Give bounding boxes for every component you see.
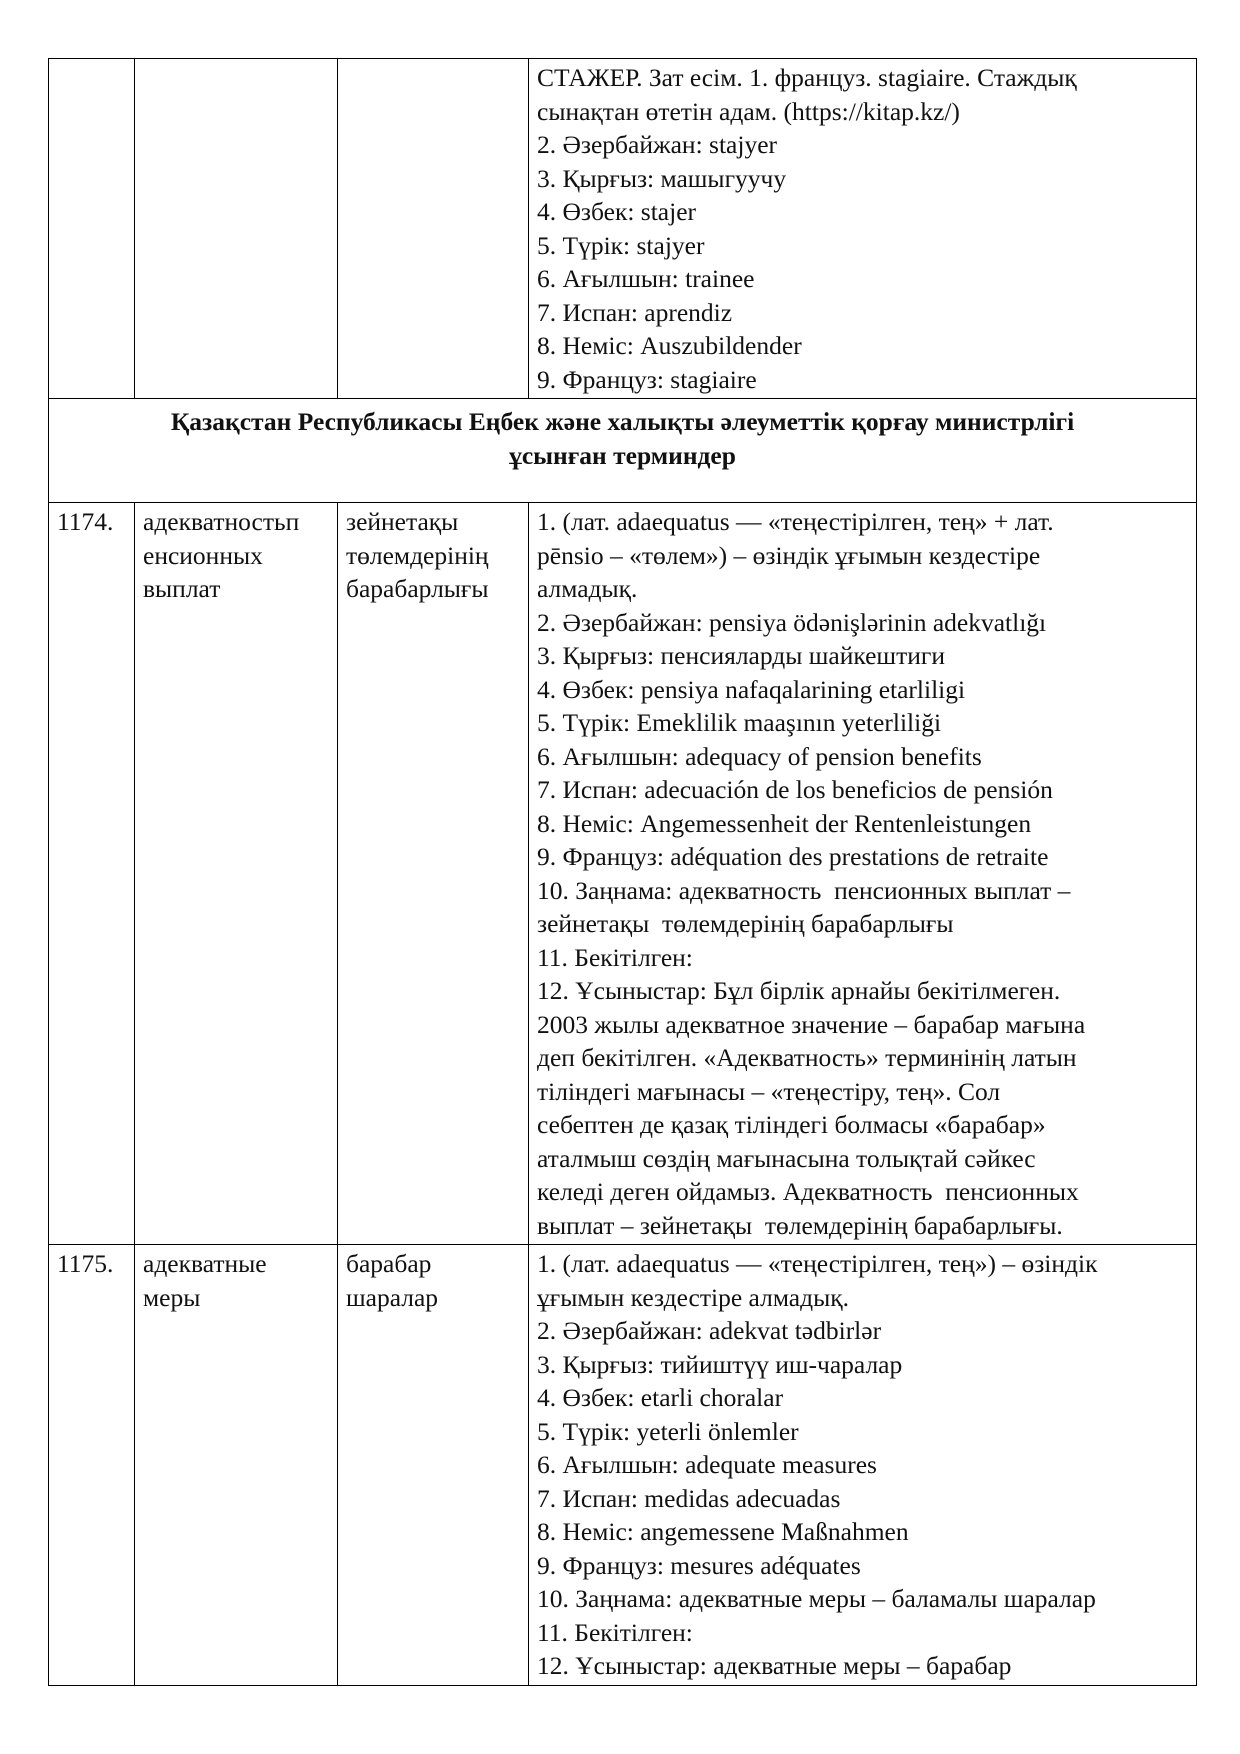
description-line: 11. Бекітілген: [537,942,693,972]
description-line: 9. Француз: mesures adéquates [537,1550,861,1580]
entry-number [49,59,135,399]
kazakh-term: зейнетақы төлемдерінің барабарлығы [338,503,529,1245]
description-line: 2. Әзербайжан: pensiya ödənişlərinin adekvatlığı [537,607,1047,637]
term-description [529,59,1197,399]
description-line: 2. Әзербайжан: stajyer [537,130,778,159]
description-line: 3. Қырғыз: машыгуучу [537,163,787,193]
description-line: 1. (лат. adaequatus — «теңестірілген, тең») – өзіндік [537,1249,1098,1278]
description-line: 9. Француз: adéquation des prestations de retraite [537,842,1049,871]
description-line: 2. Әзербайжан: adekvat tədbirlər [537,1316,882,1345]
russian-term: адекватные меры [135,1245,338,1686]
description-line: зейнетақы төлемдерінің барабарлығы [537,909,954,938]
table-row [49,503,1197,1245]
description-line: выплат – зейнетақы төлемдерінің барабарлығы. [537,1210,1063,1240]
description-line: 7. Испан: medidas adecuadas [537,1483,841,1513]
description-line: 10. Заңнама: адекватность пенсионных выплат – [537,875,1071,905]
description-line: 10. Заңнама: адекватные меры – баламалы шаралар [537,1584,1096,1613]
description-line: СТАЖЕР. Зат есім. 1. француз. stagiaire. Стаждық [537,63,1077,92]
description-line: 2003 жылы адекватное значение – барабар мағына [537,1009,1086,1039]
section-title: Қазақстан Республикасы Еңбек және халықты әлеуметтік қорғау министрлігі [170,407,1075,436]
russian-term: адекватностьп енсионных выплат [135,503,338,1245]
description-line: 6. Ағылшын: adequate measures [537,1450,877,1479]
description-line: 4. Өзбек: stajer [537,197,697,226]
description-line: 5. Түрік: stajyer [537,230,705,260]
description-line: себептен де қазақ тіліндегі болмасы «барабар» [537,1110,1046,1139]
kazakh-term: барабар шаралар [338,1245,529,1686]
terms-table [48,58,1197,1686]
kazakh-term [338,59,529,399]
description-line: 3. Қырғыз: тийиштүү иш-чаралар [537,1349,903,1379]
description-line: 5. Түрік: Emeklilik maaşının yeterliliği [537,708,942,737]
description-line: келеді деген ойдамыз. Адекватность пенсионных [537,1177,1079,1206]
term-description [529,1245,1197,1686]
description-line: сынақтан өтетін адам. (https://kitap.kz/) [537,96,960,126]
description-line: 4. Өзбек: pensiya nafaqalarining etarliligi [537,674,966,704]
russian-term [135,59,338,399]
section-title: ұсынған терминдер [509,440,736,470]
description-line: 7. Испан: adecuación de los beneficios de pensión [537,775,1053,804]
description-line: 6. Ағылшын: adequacy of pension benefits [537,741,982,771]
table-row [49,59,1197,399]
description-line: 1. (лат. adaequatus — «теңестірілген, тең» + лат. [537,507,1054,536]
description-line: 3. Қырғыз: пенсияларды шайкештиги [537,641,945,670]
description-line: pēnsio – «төлем») – өзіндік ұғымын кездестіре [537,540,1041,570]
description-line: аталмыш сөздің мағынасына толықтай сәйкес [537,1143,1036,1173]
description-line: 12. Ұсыныстар: Бұл бірлік арнайы бекітілмеген. [537,976,1061,1005]
table-row [49,1245,1197,1686]
description-line: 9. Француз: stagiaire [537,364,757,394]
description-line: тіліндегі мағынасы – «теңестіру, тең». Сол [537,1076,1001,1106]
description-line: 11. Бекітілген: [537,1617,693,1647]
description-line: 8. Неміс: Auszubildender [537,331,802,360]
description-line: алмадық. [537,574,638,603]
description-line: 12. Ұсыныстар: адекватные меры – барабар [537,1651,1012,1680]
description-line: 7. Испан: aprendiz [537,297,733,327]
term-description [529,503,1197,1245]
description-line: 6. Ағылшын: trainee [537,264,755,293]
description-line: 5. Түрік: yeterli önlemler [537,1416,799,1446]
section-header-row [49,399,1197,503]
description-line: деп бекітілген. «Адекватность» терминінің латын [537,1043,1077,1072]
description-line: 8. Неміс: Angemessenheit der Rentenleistungen [537,808,1032,838]
description-line: 8. Неміс: angemessene Maßnahmen [537,1517,909,1546]
entry-number: 1175. [49,1245,135,1686]
description-line: 4. Өзбек: etarli choralar [537,1383,784,1412]
section-header [49,399,1197,503]
entry-number: 1174. [49,503,135,1245]
description-line: ұғымын кездестіре алмадық. [537,1282,849,1312]
